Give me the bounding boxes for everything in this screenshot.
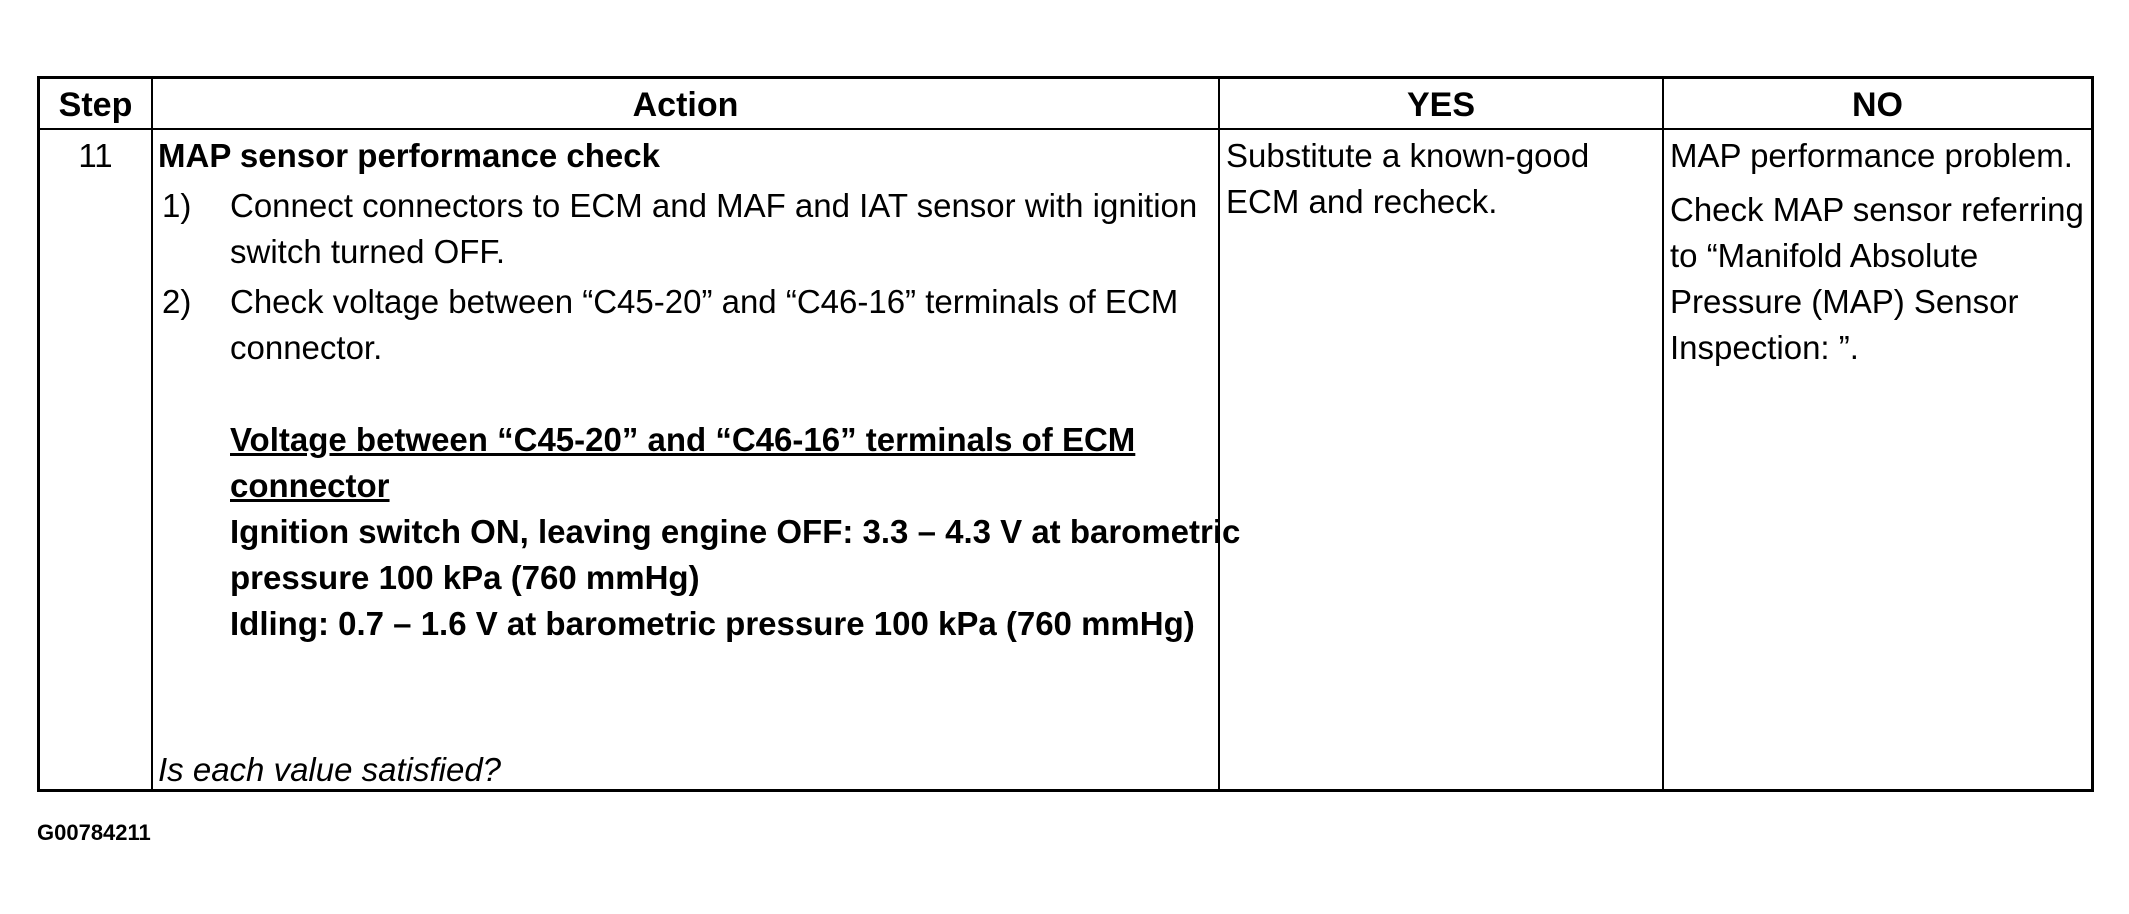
spec-title: Voltage between “C45-20” and “C46-16” terminals of ECM connector [230,421,1136,504]
action-step-1-number: 1) [162,187,192,224]
action-title: MAP sensor performance check [158,137,660,174]
header-yes: YES [1406,85,1476,124]
action-step-1 [158,183,1243,275]
spec-line-idling: Idling: 0.7 – 1.6 V at barometric pressure 100 kPa (760 mmHg) [230,605,1195,642]
action-step-2 [158,279,1243,371]
action-step-2-number: 2) [162,283,192,320]
action-question: Is each value satisfied? [158,751,502,788]
action-step-1-text: Connect connectors to ECM and MAF and IAT sensor with ignition switch turned OFF. [230,187,1198,270]
yes-cell: Substitute a known-good ECM and recheck. [1226,137,1590,220]
no-para-2: Check MAP sensor referring to “Manifold Absolute Pressure (MAP) Sensor Inspection: ”. [1670,191,2084,366]
action-cell [158,133,1243,647]
no-para-1: MAP performance problem. [1670,137,2073,174]
header-action: Action [632,85,739,124]
procedure-table [37,76,2094,792]
divider-yes-no [1662,79,1664,789]
spec-line-ignition: Ignition switch ON, leaving engine OFF: 3.3 – 4.3 V at barometric pressure 100 kPa (760 mmHg) [230,513,1241,596]
header-no: NO [1852,85,1903,124]
figure-code: G00784211 [37,820,151,845]
divider-step-action [151,79,153,789]
header-step: Step [58,85,133,124]
action-step-2-text: Check voltage between “C45-20” and “C46-16” terminals of ECM connector. [230,283,1179,366]
no-cell [1670,133,2085,379]
step-number: 11 [78,137,113,174]
spec-block [230,417,1243,647]
